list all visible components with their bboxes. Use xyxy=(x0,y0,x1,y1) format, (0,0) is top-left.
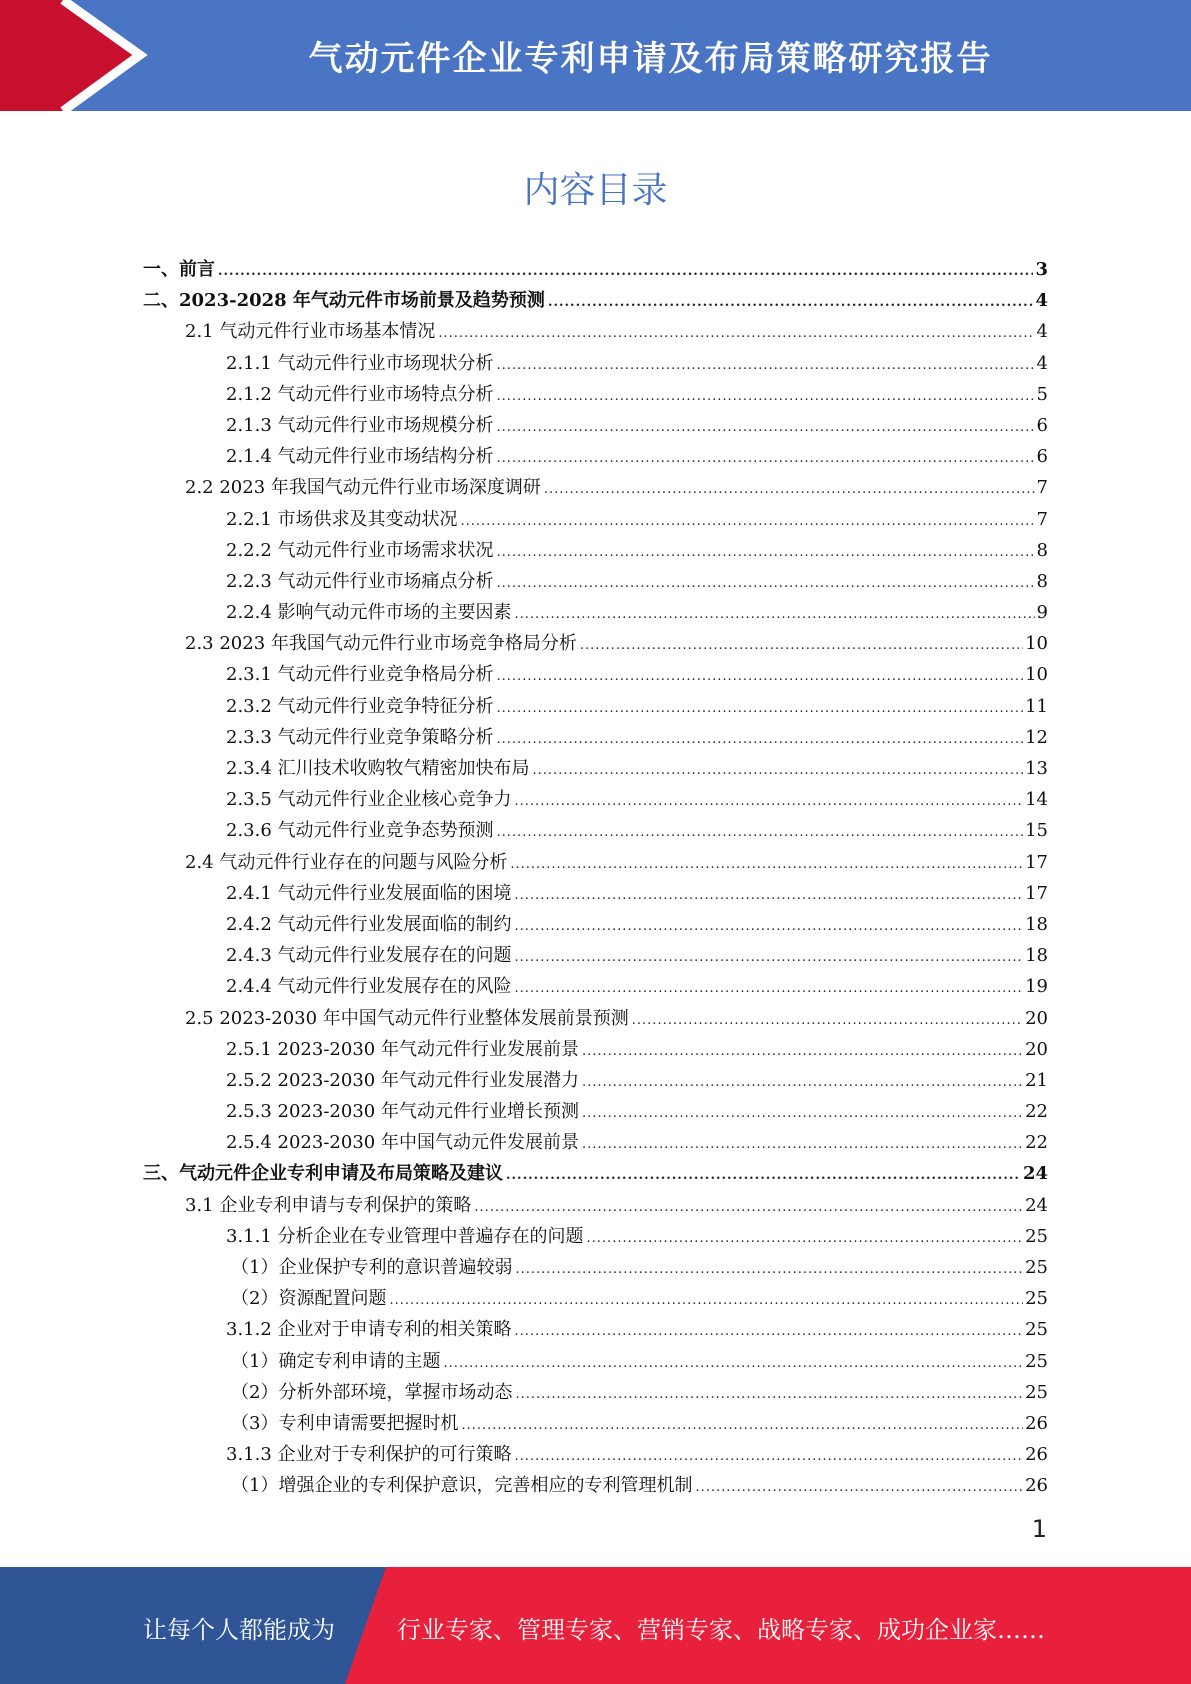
toc-entry-page: 20 xyxy=(1025,1038,1048,1060)
toc-dot-leader xyxy=(582,1098,1023,1129)
toc-dot-leader xyxy=(515,1254,1023,1285)
toc-entry-page: 25 xyxy=(1025,1288,1048,1310)
page-number: 1 xyxy=(1031,1515,1047,1543)
toc-entry[interactable] xyxy=(143,1314,1048,1345)
toc-dot-leader xyxy=(497,381,1035,412)
toc-dot-leader xyxy=(515,1316,1024,1347)
toc-entry[interactable] xyxy=(143,1003,1048,1034)
toc-entry-page: 25 xyxy=(1025,1319,1048,1341)
toc-dot-leader xyxy=(474,1192,1023,1223)
toc-entry-page: 10 xyxy=(1025,633,1048,655)
toc-entry-title: （3）专利申请需要把握时机 xyxy=(231,1412,459,1434)
toc-dot-leader xyxy=(515,1379,1023,1410)
toc-entry-page: 4 xyxy=(1035,290,1048,312)
toc-dot-leader xyxy=(218,256,1033,287)
toc-entry-page: 22 xyxy=(1025,1101,1048,1123)
toc-entry-title: 2.3.6 气动元件行业竞争态势预测 xyxy=(226,820,494,842)
toc-entry-title: （2）分析外部环境，掌握市场动态 xyxy=(231,1381,513,1403)
toc-entry-page: 17 xyxy=(1025,851,1048,873)
toc-entry-title: 2.5.2 2023-2030 年气动元件行业发展潜力 xyxy=(226,1069,579,1091)
toc-entry-title: 2.4.4 气动元件行业发展存在的风险 xyxy=(226,976,512,998)
toc-entry-title: （1）增强企业的专利保护意识，完善相应的专利管理机制 xyxy=(231,1475,693,1497)
toc-entry-title: 3.1 企业专利申请与专利保护的策略 xyxy=(185,1194,472,1216)
toc-entry[interactable] xyxy=(143,472,1048,503)
toc-entry-title: 2.1.1 气动元件行业市场现状分析 xyxy=(226,352,494,374)
toc-dot-leader xyxy=(510,849,1023,880)
toc-entry-page: 13 xyxy=(1025,758,1048,779)
toc-entry[interactable] xyxy=(143,1408,1048,1439)
toc-dot-leader xyxy=(632,1005,1023,1036)
toc-entry-title: 2.4 气动元件行业存在的问题与风险分析 xyxy=(185,851,508,873)
toc-dot-leader xyxy=(587,1223,1024,1254)
toc-entry-title: 2.3 2023 年我国气动元件行业市场竞争格局分析 xyxy=(185,633,577,655)
toc-entry-title: 3.1.1 分析企业在专业管理中普遍存在的问题 xyxy=(226,1225,584,1247)
toc-entry-page: 24 xyxy=(1025,1194,1048,1216)
toc-entry-title: 2.5.3 2023-2030 年气动元件行业增长预测 xyxy=(226,1101,579,1123)
toc-dot-leader xyxy=(506,1160,1021,1191)
toc-entry-title: 2.2.3 气动元件行业市场痛点分析 xyxy=(226,570,494,592)
toc-entry-title: 2.5 2023-2030 年中国气动元件行业整体发展前景预测 xyxy=(185,1007,629,1029)
toc-dot-leader xyxy=(548,287,1034,318)
toc-dot-leader xyxy=(389,1285,1023,1316)
toc-entry-page: 9 xyxy=(1036,602,1048,624)
toc-dot-leader xyxy=(515,942,1024,973)
toc-entry-title: 2.1.3 气动元件行业市场规模分析 xyxy=(226,414,494,436)
toc-entry[interactable] xyxy=(143,784,1048,815)
toc-entry[interactable] xyxy=(143,1034,1048,1065)
toc-entry-title: （1）企业保护专利的意识普遍较弱 xyxy=(231,1257,513,1278)
toc-dot-leader xyxy=(497,350,1035,381)
toc-dot-leader xyxy=(497,537,1035,568)
toc-entry-title: 三、气动元件企业专利申请及布局策略及建议 xyxy=(143,1163,503,1185)
toc-entry-title: 2.3.5 气动元件行业企业核心竞争力 xyxy=(226,789,512,811)
toc-entry[interactable] xyxy=(143,909,1048,940)
toc-dot-leader xyxy=(497,817,1024,848)
toc-entry[interactable] xyxy=(143,753,1048,784)
toc-entry[interactable] xyxy=(143,254,1048,285)
toc-entry[interactable] xyxy=(143,1377,1048,1408)
toc-entry-page: 6 xyxy=(1036,414,1048,436)
toc-entry-page: 21 xyxy=(1025,1069,1048,1091)
toc-entry[interactable] xyxy=(143,410,1048,441)
toc-entry-page: 22 xyxy=(1025,1132,1048,1154)
toc-entry[interactable] xyxy=(143,628,1048,659)
toc-entry-title: 2.1.4 气动元件行业市场结构分析 xyxy=(226,446,494,468)
toc-dot-leader xyxy=(515,973,1024,1004)
toc-entry-page: 10 xyxy=(1025,664,1048,686)
toc-entry[interactable] xyxy=(143,1096,1048,1127)
toc-heading: 内容目录 xyxy=(523,170,668,211)
toc-entry-title: 2.2.2 气动元件行业市场需求状况 xyxy=(226,539,494,561)
toc-entry[interactable] xyxy=(143,535,1048,566)
toc-entry[interactable] xyxy=(143,441,1048,472)
toc-entry[interactable] xyxy=(143,504,1048,535)
toc-entry-title: 2.4.3 气动元件行业发展存在的问题 xyxy=(226,945,512,967)
toc-entry-page: 24 xyxy=(1022,1163,1048,1185)
toc-entry-page: 19 xyxy=(1025,976,1048,998)
toc-entry-title: 3.1.3 企业对于专利保护的可行策略 xyxy=(226,1444,512,1466)
footer-slogan-left: 让每个人都能成为 xyxy=(143,1616,335,1644)
toc-entry-title: 2.1 气动元件行业市场基本情况 xyxy=(185,321,436,343)
toc-dot-leader xyxy=(515,880,1024,911)
toc-dot-leader xyxy=(695,1472,1023,1503)
toc-entry[interactable] xyxy=(143,1439,1048,1470)
toc-entry-page: 25 xyxy=(1025,1350,1048,1372)
toc-dot-leader xyxy=(580,630,1023,661)
toc-entry-title: （1）确定专利申请的主题 xyxy=(231,1350,441,1372)
toc-entry-title: 2.5.1 2023-2030 年气动元件行业发展前景 xyxy=(226,1038,579,1060)
toc-entry[interactable] xyxy=(143,1065,1048,1096)
toc-entry-title: 二、2023-2028 年气动元件市场前景及趋势预测 xyxy=(143,290,545,312)
toc-entry[interactable] xyxy=(143,597,1048,628)
toc-dot-leader xyxy=(461,506,1035,537)
table-of-contents xyxy=(143,254,1048,1502)
toc-entry-page: 25 xyxy=(1025,1381,1048,1403)
toc-entry[interactable] xyxy=(143,691,1048,722)
toc-entry[interactable] xyxy=(143,1252,1048,1283)
toc-entry[interactable] xyxy=(143,847,1048,878)
toc-entry-page: 4 xyxy=(1036,321,1048,343)
toc-entry-page: 7 xyxy=(1036,477,1048,499)
toc-entry-page: 15 xyxy=(1025,820,1048,842)
toc-entry-title: 2.5.4 2023-2030 年中国气动元件发展前景 xyxy=(226,1132,579,1154)
toc-entry-page: 25 xyxy=(1025,1225,1048,1247)
toc-entry[interactable] xyxy=(143,722,1048,753)
toc-entry-page: 18 xyxy=(1025,913,1048,935)
header-arrow-decoration xyxy=(0,0,160,111)
toc-entry[interactable] xyxy=(143,379,1048,410)
toc-entry-page: 26 xyxy=(1025,1412,1048,1434)
toc-dot-leader xyxy=(497,443,1035,474)
toc-dot-leader xyxy=(515,786,1024,817)
toc-entry[interactable] xyxy=(143,659,1048,690)
toc-entry-page: 14 xyxy=(1025,789,1048,811)
toc-dot-leader xyxy=(497,693,1024,724)
toc-entry-title: 2.1.2 气动元件行业市场特点分析 xyxy=(226,383,494,405)
toc-entry-title: 2.3.3 气动元件行业竞争策略分析 xyxy=(226,726,494,748)
toc-dot-leader xyxy=(544,474,1035,505)
toc-entry-title: 2.2.1 市场供求及其变动状况 xyxy=(226,508,458,530)
toc-entry-title: 2.4.1 气动元件行业发展面临的困境 xyxy=(226,882,512,904)
header-bar xyxy=(0,0,1191,111)
toc-entry-page: 18 xyxy=(1025,945,1048,967)
toc-dot-leader xyxy=(582,1036,1023,1067)
toc-entry-page: 17 xyxy=(1025,882,1048,904)
toc-entry-title: 2.3.2 气动元件行业竞争特征分析 xyxy=(226,695,494,717)
toc-entry-page: 8 xyxy=(1036,570,1048,592)
toc-entry-page: 3 xyxy=(1035,259,1048,280)
toc-entry-page: 6 xyxy=(1036,446,1048,468)
toc-entry[interactable] xyxy=(143,971,1048,1002)
toc-entry[interactable] xyxy=(143,815,1048,846)
toc-entry-title: 2.2 2023 年我国气动元件行业市场深度调研 xyxy=(185,477,541,499)
toc-dot-leader xyxy=(582,1067,1023,1098)
toc-dot-leader xyxy=(497,412,1035,443)
toc-entry[interactable] xyxy=(143,1283,1048,1314)
toc-entry-page: 26 xyxy=(1025,1475,1048,1497)
toc-dot-leader xyxy=(533,755,1024,786)
toc-dot-leader xyxy=(497,724,1024,755)
toc-entry[interactable] xyxy=(143,348,1048,379)
toc-dot-leader xyxy=(515,1441,1024,1472)
footer-slogan-right: 行业专家、管理专家、营销专家、战略专家、成功企业家…… xyxy=(397,1616,1045,1644)
toc-dot-leader xyxy=(443,1348,1023,1379)
toc-entry-page: 11 xyxy=(1025,695,1048,717)
toc-dot-leader xyxy=(582,1129,1023,1160)
toc-entry-title: 一、前言 xyxy=(143,259,215,280)
toc-entry[interactable] xyxy=(143,316,1048,347)
toc-dot-leader xyxy=(515,599,1035,630)
toc-entry[interactable] xyxy=(143,878,1048,909)
toc-dot-leader xyxy=(497,661,1024,692)
toc-entry-title: 3.1.2 企业对于申请专利的相关策略 xyxy=(226,1319,512,1341)
toc-entry[interactable] xyxy=(143,1221,1048,1252)
toc-entry[interactable] xyxy=(143,1190,1048,1221)
toc-entry-page: 4 xyxy=(1036,352,1048,374)
toc-entry[interactable] xyxy=(143,285,1048,316)
toc-entry-title: 2.2.4 影响气动元件市场的主要因素 xyxy=(226,602,512,624)
toc-entry-title: 2.4.2 气动元件行业发展面临的制约 xyxy=(226,913,512,935)
toc-entry-title: 2.3.4 汇川技术收购牧气精密加快布局 xyxy=(226,758,530,779)
toc-entry[interactable] xyxy=(143,1346,1048,1377)
toc-entry-page: 25 xyxy=(1025,1257,1048,1278)
toc-entry-page: 8 xyxy=(1036,539,1048,561)
document-title: 气动元件企业专利申请及布局策略研究报告 xyxy=(308,39,993,79)
toc-entry-title: （2）资源配置问题 xyxy=(231,1288,387,1310)
toc-dot-leader xyxy=(438,318,1034,349)
toc-entry-page: 26 xyxy=(1025,1444,1048,1466)
toc-dot-leader xyxy=(461,1410,1023,1441)
toc-entry[interactable] xyxy=(143,566,1048,597)
toc-entry-page: 5 xyxy=(1036,383,1048,405)
toc-entry-title: 2.3.1 气动元件行业竞争格局分析 xyxy=(226,664,494,686)
toc-entry[interactable] xyxy=(143,940,1048,971)
toc-dot-leader xyxy=(515,911,1024,942)
toc-entry-page: 20 xyxy=(1025,1007,1048,1029)
toc-entry-page: 7 xyxy=(1036,508,1048,530)
toc-entry[interactable] xyxy=(143,1470,1048,1501)
toc-entry[interactable] xyxy=(143,1158,1048,1189)
toc-dot-leader xyxy=(497,568,1035,599)
toc-entry-page: 12 xyxy=(1025,726,1048,748)
toc-entry[interactable] xyxy=(143,1127,1048,1158)
